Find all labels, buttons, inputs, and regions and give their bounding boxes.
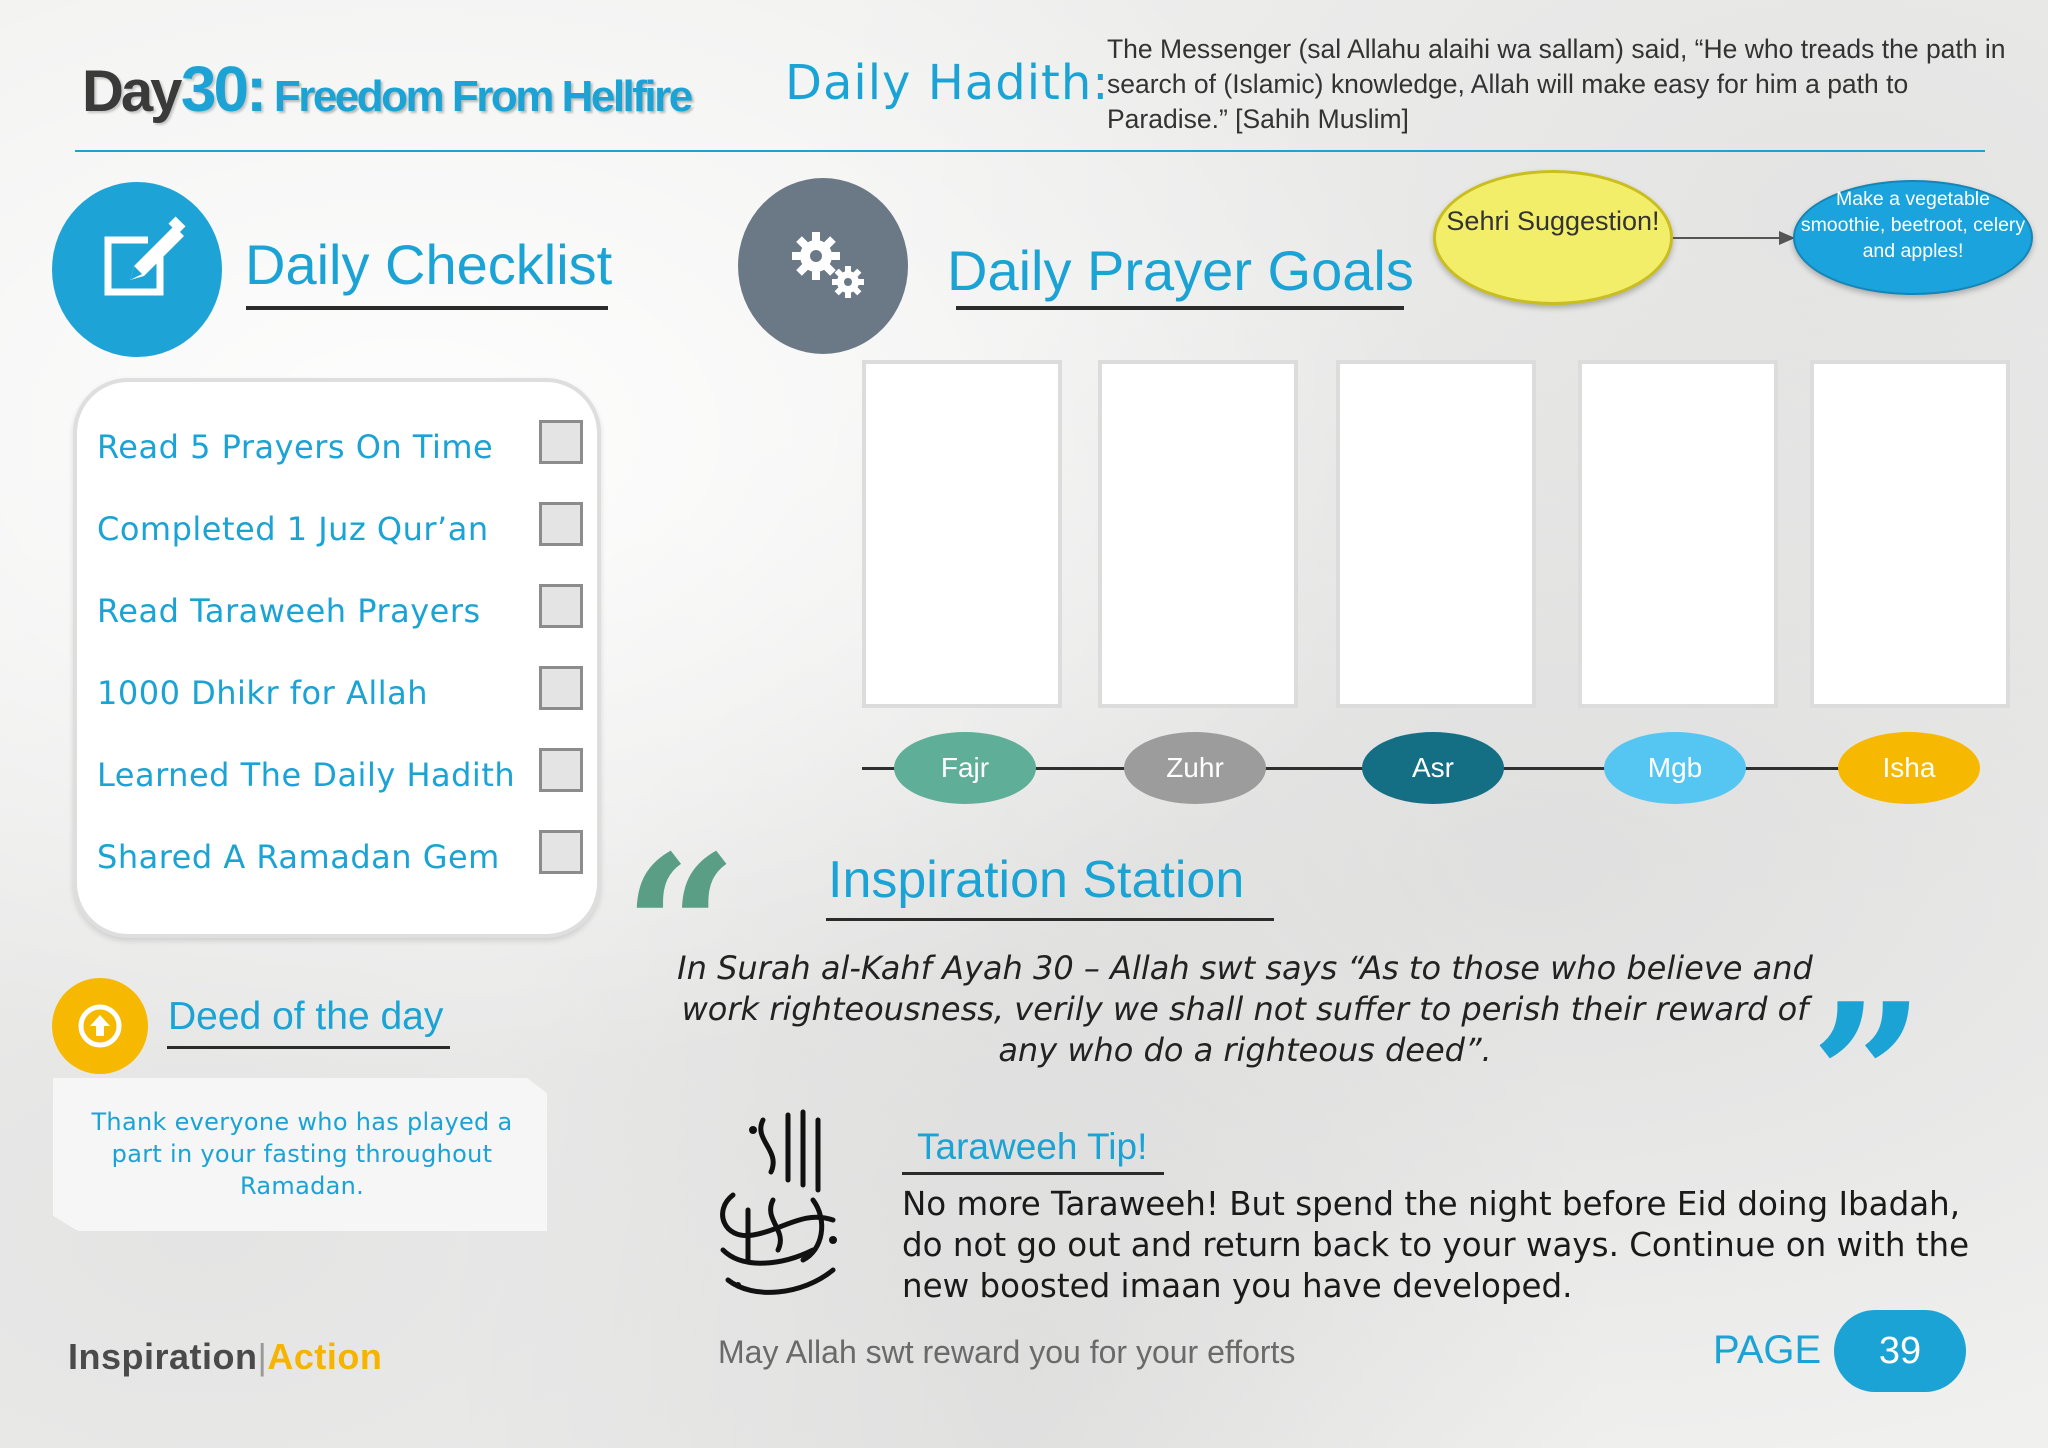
prayer-pill-fajr: Fajr — [894, 732, 1036, 804]
prayer-pill-mgb: Mgb — [1604, 732, 1746, 804]
checklist-icon-circle — [52, 182, 222, 357]
checklist-item — [97, 748, 587, 808]
checklist-title-underline — [246, 306, 608, 310]
edit-icon — [52, 182, 222, 357]
brand-separator: | — [257, 1336, 268, 1377]
inspiration-quote: In Surah al-Kahf Ayah 30 – Allah swt says “As to those who believe and work righteousness, verily we shall not suffer to perish their reward of any who do a righteous deed”. — [677, 949, 1813, 1069]
checklist-checkbox[interactable] — [539, 502, 583, 546]
checklist-item — [97, 830, 587, 890]
checklist-item — [97, 584, 587, 644]
day-number: 30: — [180, 53, 265, 125]
taraweeh-tip-text: No more Taraweeh! But spend the night before Eid doing Ibadah, do not go out and return back to your ways. Continue on with the new boosted imaan you have developed. — [902, 1185, 1970, 1305]
checklist-item-label: Read Taraweeh Prayers — [97, 592, 481, 630]
taraweeh-tip-title: Taraweeh Tip! — [917, 1126, 1148, 1167]
prayer-goal-box-asr[interactable] — [1336, 360, 1536, 708]
sehri-suggestion-text: Make a vegetable smoothie, beetroot, celery and apples! — [1800, 188, 2026, 262]
checklist-item-label: Learned The Daily Hadith — [97, 756, 516, 794]
checklist-checkbox[interactable] — [539, 666, 583, 710]
open-quote-icon: “ — [623, 812, 739, 1047]
checklist-checkbox[interactable] — [539, 830, 583, 874]
checklist-checkbox[interactable] — [539, 748, 583, 792]
checklist-item — [97, 502, 587, 562]
prayer-goal-box-isha[interactable] — [1810, 360, 2010, 708]
checklist-item-label: Completed 1 Juz Qur’an — [97, 510, 489, 548]
checklist-item — [97, 420, 587, 480]
hadith-text: The Messenger (sal Allahu alaihi wa sallam) said, “He who treads the path in search of (Islamic) knowledge, Allah will make easy for him a path to Paradise.” [Sahih Muslim] — [1107, 34, 2006, 134]
hadith-label: Daily Hadith: — [785, 55, 1110, 111]
checklist-item-label: 1000 Dhikr for Allah — [97, 674, 429, 712]
arrow-up-circle-icon — [77, 1003, 123, 1049]
inspiration-title-underline — [826, 918, 1274, 921]
prayer-goal-box-fajr[interactable] — [862, 360, 1062, 708]
sehri-label: Sehri Suggestion! — [1446, 206, 1660, 236]
brand-inspiration: Inspiration — [68, 1336, 258, 1377]
checklist-item-label: Read 5 Prayers On Time — [97, 428, 494, 466]
bismillah-calligraphy-icon — [693, 1100, 853, 1310]
page-title — [82, 52, 691, 142]
page-label: PAGE — [1713, 1328, 1822, 1372]
checklist-checkbox[interactable] — [539, 420, 583, 464]
checklist-item-label: Shared A Ramadan Gem — [97, 838, 500, 876]
day-title: Freedom From Hellfire — [273, 72, 691, 121]
header-divider — [75, 150, 1985, 152]
deed-title: Deed of the day — [168, 995, 444, 1038]
prayer-pill-asr: Asr — [1362, 732, 1504, 804]
page-number-badge: 39 — [1834, 1310, 1966, 1392]
close-quote-icon: ” — [1810, 960, 1926, 1195]
footer-message: May Allah swt reward you for your efforts — [718, 1334, 1296, 1370]
goals-icon-circle — [738, 178, 908, 354]
gears-icon — [738, 178, 908, 354]
taraweeh-title-underline — [902, 1172, 1164, 1175]
deed-text: Thank everyone who has played a part in your fasting throughout Ramadan. — [91, 1108, 513, 1200]
footer-brand — [68, 1336, 382, 1378]
checklist-card — [73, 378, 601, 938]
day-word: Day — [82, 59, 180, 124]
checklist-item — [97, 666, 587, 726]
checklist-title: Daily Checklist — [245, 233, 613, 296]
goals-title-underline — [956, 306, 1404, 310]
prayer-pill-isha: Isha — [1838, 732, 1980, 804]
prayer-goal-box-mgb[interactable] — [1578, 360, 1778, 708]
prayer-pill-zuhr: Zuhr — [1124, 732, 1266, 804]
checklist-checkbox[interactable] — [539, 584, 583, 628]
brand-action: Action — [267, 1336, 383, 1377]
inspiration-title: Inspiration Station — [828, 851, 1245, 909]
prayer-goal-box-zuhr[interactable] — [1098, 360, 1298, 708]
goals-title: Daily Prayer Goals — [947, 239, 1414, 302]
arrow-right-icon — [1673, 228, 1798, 248]
deed-title-underline — [167, 1046, 450, 1049]
